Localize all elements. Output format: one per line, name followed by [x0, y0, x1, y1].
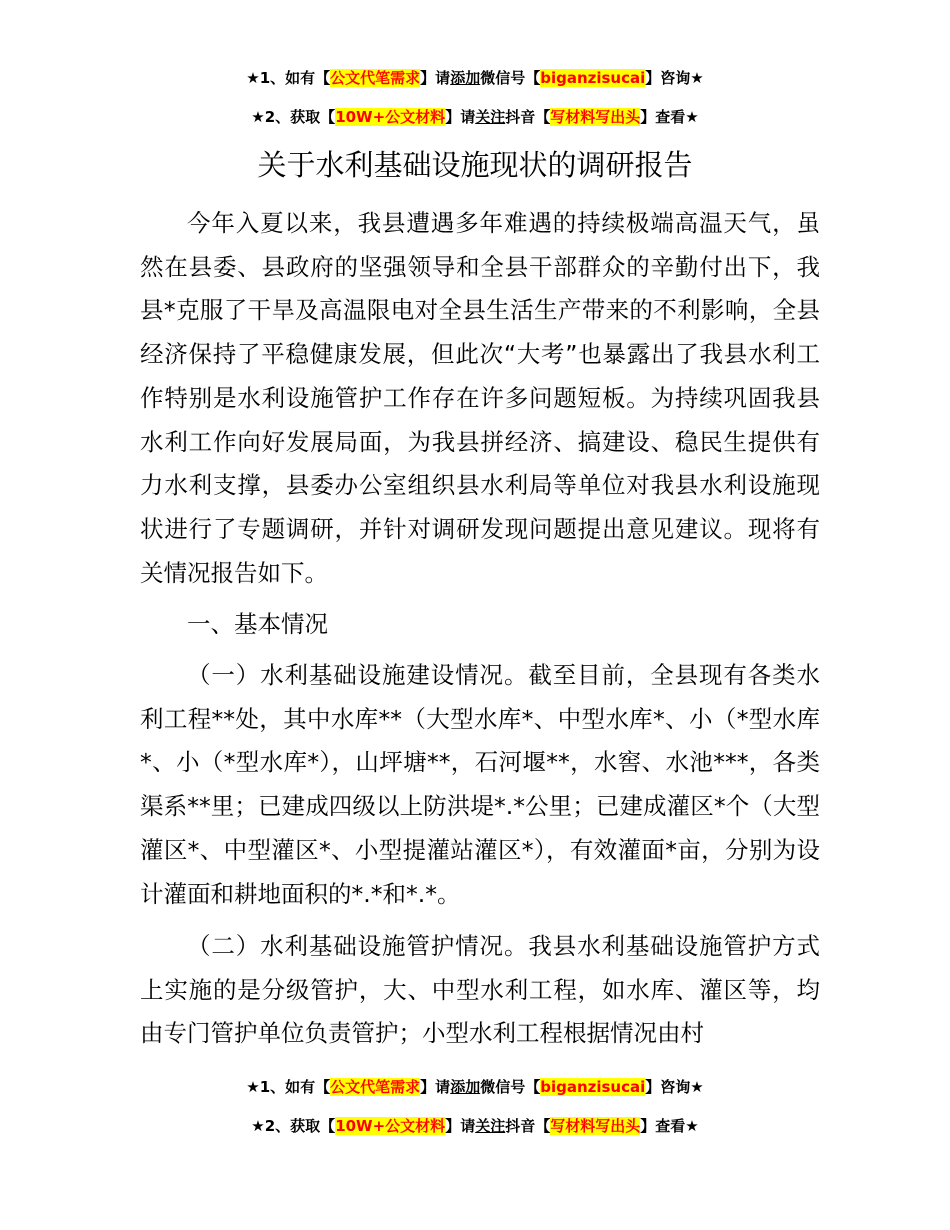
promo-text: ★1、如有【: [246, 69, 331, 87]
promo-text: ★1、如有【: [246, 1078, 331, 1096]
section-heading-basic-situation: [140, 603, 820, 647]
promo-highlight: 公文代笔需求: [330, 69, 421, 87]
promo-wechat-id: biganzisucai: [540, 1078, 646, 1096]
promo-highlight: 公文代笔需求: [330, 1078, 421, 1096]
paragraph-construction: [140, 654, 820, 916]
promo-text: 】请: [420, 1078, 451, 1096]
promo-text: 】请: [420, 69, 451, 87]
promo-text: ★2、获取【: [251, 1117, 336, 1135]
paragraph-text: （一）水利基础设施建设情况。截至目前，全县现有各类水利工程**处，其中水库**（大型水库*、中型水库*、小（*型水库*、小（*型水库*），山坪塘**，石河堰**，水窖、水池***，各类渠系**里；已建成四级以上防洪堤*.*公里；已建成灌区*个（大型灌区*、中型灌区*、小型提灌站灌区*），有效灌面*亩，分别为设计灌面和耕地面积的*.*和*.*。: [140, 661, 820, 908]
promo-underlined: 添加: [450, 1078, 481, 1096]
promo-underlined: 添加: [450, 69, 481, 87]
promo-text: 抖音【: [505, 1117, 551, 1135]
promo-wechat-id: biganzisucai: [540, 69, 646, 87]
paragraph-text: （二）水利基础设施管护情况。我县水利基础设施管护方式上实施的是分级管护，大、中型水利工程，如水库、灌区等，均由专门管护单位负责管护；小型水利工程根据情况由村: [140, 932, 820, 1048]
promo-text: ★2、获取【: [251, 108, 336, 126]
footer-promo-line-1: [0, 1076, 950, 1098]
promo-douyin-id: 写材料写出头: [550, 108, 641, 126]
promo-text: 】请: [445, 1117, 476, 1135]
promo-highlight: 10W+公文材料: [335, 108, 446, 126]
promo-text: 微信号【: [480, 69, 541, 87]
promo-text: 抖音【: [505, 108, 551, 126]
footer-promo-line-2: [0, 1115, 950, 1137]
paragraph-intro: [140, 202, 820, 595]
header-promo-line-2: [0, 106, 950, 128]
document-title: 关于水利基础设施现状的调研报告: [257, 148, 693, 182]
paragraph-maintenance: [140, 925, 820, 1057]
heading-text: 一、基本情况: [187, 610, 328, 638]
promo-text: 】查看★: [640, 1117, 699, 1135]
promo-text: 】咨询★: [645, 69, 704, 87]
promo-underlined: 关注: [475, 108, 506, 126]
promo-highlight: 10W+公文材料: [335, 1117, 446, 1135]
promo-text: 】咨询★: [645, 1078, 704, 1096]
promo-douyin-id: 写材料写出头: [550, 1117, 641, 1135]
promo-text: 】查看★: [640, 108, 699, 126]
promo-text: 】请: [445, 108, 476, 126]
header-promo-line-1: [0, 67, 950, 89]
paragraph-text: 今年入夏以来，我县遭遇多年难遇的持续极端高温天气，虽然在县委、县政府的坚强领导和全县干部群众的辛勤付出下，我县*克服了干旱及高温限电对全县生活生产带来的不利影响，全县经济保持了平稳健康发展，但此次“大考”也暴露出了我县水利工作特别是水利设施管护工作存在许多问题短板。为持续巩固我县水利工作向好发展局面，为我县拼经济、搞建设、稳民生提供有力水利支撑，县委办公室组织县水利局等单位对我县水利设施现状进行了专题调研，并针对调研发现问题提出意见建议。现将有关情况报告如下。: [140, 209, 820, 587]
promo-text: 微信号【: [480, 1078, 541, 1096]
promo-underlined: 关注: [475, 1117, 506, 1135]
